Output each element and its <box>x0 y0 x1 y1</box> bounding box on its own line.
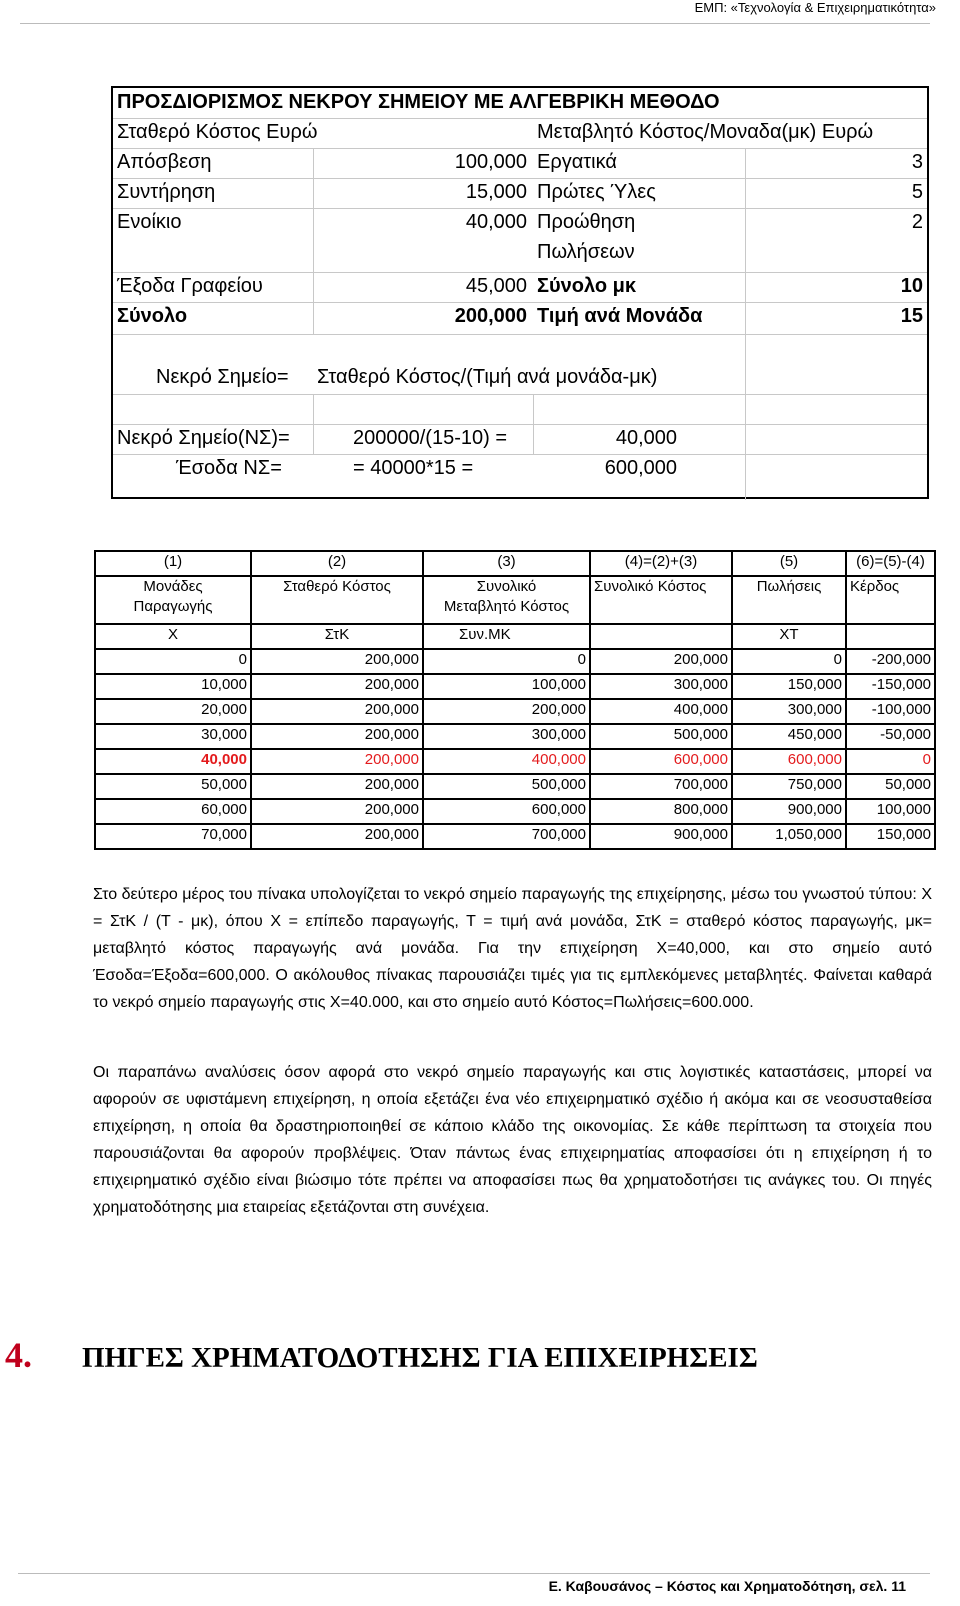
fixed-label: Έξοδα Γραφείου <box>117 275 263 297</box>
table-row <box>95 724 935 749</box>
grid-line <box>113 118 927 119</box>
variable-cost-header: Μεταβλητό Κόστος/Μοναδα(μκ) Ευρώ <box>537 121 874 143</box>
column-number-row <box>95 551 935 576</box>
table-cell: 100,000 <box>423 674 590 699</box>
grid-line <box>113 334 927 335</box>
fixed-label: Ενοίκιο <box>117 211 182 233</box>
column-number: (2) <box>251 551 423 576</box>
grid-line <box>113 272 927 273</box>
table-cell: 700,000 <box>423 824 590 849</box>
table-cell: 200,000 <box>251 674 423 699</box>
table-cell: 150,000 <box>732 674 846 699</box>
variable-value: 3 <box>911 151 923 173</box>
column-number: (1) <box>95 551 251 576</box>
table-row <box>95 799 935 824</box>
grid-line <box>113 148 927 149</box>
table-cell: -150,000 <box>846 674 935 699</box>
column-symbol <box>846 624 935 649</box>
column-name <box>423 576 590 624</box>
variable-label: Εργατικά <box>537 151 617 173</box>
grid-line <box>113 208 927 209</box>
table-body <box>95 649 935 849</box>
column-name: Πωλήσεις <box>732 576 846 624</box>
unit-price-value: 15 <box>900 305 923 327</box>
formula-text: Σταθερό Κόστος/(Τιμή ανά μονάδα-μκ) <box>317 366 658 388</box>
table-cell: 100,000 <box>846 799 935 824</box>
variable-total-value: 10 <box>900 275 923 297</box>
grid-line <box>113 302 927 303</box>
column-number: (3) <box>423 551 590 576</box>
table-cell: 300,000 <box>423 724 590 749</box>
column-number: (6)=(5)-(4) <box>846 551 935 576</box>
column-name: Κέρδος <box>846 576 935 624</box>
table-row <box>95 824 935 849</box>
table-cell: 200,000 <box>251 724 423 749</box>
section-title: ΠΗΓΕΣ ΧΡΗΜΑΤΟΔΟΤΗΣΗΣ ΓΙΑ ΕΠΙΧΕΙΡΗΣΕΙΣ <box>82 1342 758 1374</box>
column-symbol: Χ <box>95 624 251 649</box>
table-row <box>95 649 935 674</box>
table-cell: 200,000 <box>251 799 423 824</box>
table-cell: 70,000 <box>95 824 251 849</box>
table-cell: 300,000 <box>590 674 732 699</box>
revenue-calculation: = 40000*15 = <box>353 457 474 479</box>
table-cell: 1,050,000 <box>732 824 846 849</box>
table-cell: 900,000 <box>732 799 846 824</box>
paragraph-2: Οι παραπάνω αναλύσεις όσον αφορά στο νεκρό σημείο παραγωγής και στις λογιστικές καταστάσεις, μπορεί να αφορούν σε υφιστάμενη επιχείρηση, η οποία εξετάζει ένα νέο επιχειρηματικό σχέδιο ή ακόμα και σε νεοσυσταθείσα επιχείρηση, η οποία θα δραστηριοποιηθεί σε κάποιο κλάδο της οικονομίας. Σε κάθε περίπτωση τα στοιχεία που παρουσιάζονται θα αφορούν προβλέψεις. Όταν πάντως ένας επιχειρηματίας αποφασίσει ότι η επιχείρηση ή το επιχειρηματικό σχέδιο είναι βιώσιμο τότε πρέπει να αποφασίσει πως θα χρηματοδοτήσει τις ανάγκες του. Οι πηγές χρηματοδότησης μια εταιρείας εξετάζονται στη συνέχεια. <box>93 1064 932 1216</box>
column-name-line2: Παραγωγής <box>133 598 213 615</box>
table-cell: 600,000 <box>732 749 846 774</box>
column-symbol: Συν.ΜΚ <box>423 624 590 649</box>
table-cell: 0 <box>846 749 935 774</box>
variable-total-label: Σύνολο μκ <box>537 275 637 297</box>
column-number: (5) <box>732 551 846 576</box>
table-cell: 500,000 <box>423 774 590 799</box>
fixed-total-value: 200,000 <box>454 305 527 327</box>
section-number: 4. <box>5 1335 32 1375</box>
table-cell: 400,000 <box>590 699 732 724</box>
table-cell: -100,000 <box>846 699 935 724</box>
table-cell: 50,000 <box>95 774 251 799</box>
paragraph-1: Στο δεύτερο μέρος του πίνακα υπολογίζεται το νεκρό σημείο παραγωγής της επιχείρησης, μέσω του γνωστού τύπου: Χ = ΣτΚ / (Τ - μκ), όπου Χ = επίπεδο παραγωγής, Τ = τιμή ανά μονάδα, ΣτΚ = σταθερό κόστος παραγωγής, μκ= μεταβλητό κόστος παραγωγής ανά μονάδα. Για την επιχείρηση Χ=40,000, και στο σημείο αυτό Έσοδα=Έξοδα=600,000. Ο ακόλουθος πίνακας παρουσιάζει τιμές για τις εμπλεκόμενες μεταβλητές. Φαίνεται καθαρά το νεκρό σημείο παραγωγής στις Χ=40.000, και στο σημείο αυτό Κόστος=Πωλήσεις=600.000. <box>93 886 932 1011</box>
table-cell: 0 <box>732 649 846 674</box>
revenue-value: 600,000 <box>604 457 677 479</box>
revenue-label: Έσοδα ΝΣ= <box>176 457 282 479</box>
column-number: (4)=(2)+(3) <box>590 551 732 576</box>
grid-line <box>113 178 927 179</box>
page-header: ΕΜΠ: «Τεχνολογία & Επιχειρηματικότητα» <box>694 0 936 15</box>
table-cell: 750,000 <box>732 774 846 799</box>
variable-label: Προώθηση <box>537 211 636 233</box>
column-symbol: ΣτΚ <box>251 624 423 649</box>
grid-line <box>113 394 927 395</box>
grid-line <box>533 394 534 454</box>
grid-line <box>313 394 314 454</box>
column-name-row <box>95 576 935 624</box>
break-even-schedule-table <box>94 550 936 850</box>
column-symbol-row <box>95 624 935 649</box>
table-cell: 20,000 <box>95 699 251 724</box>
fixed-value: 15,000 <box>465 181 527 203</box>
column-symbol <box>590 624 732 649</box>
unit-price-label: Τιμή ανά Μονάδα <box>537 305 703 327</box>
table-cell: 150,000 <box>846 824 935 849</box>
table-cell: 0 <box>423 649 590 674</box>
table-cell: 200,000 <box>423 699 590 724</box>
bep-calculation: 200000/(15-10) = <box>353 427 508 449</box>
grid-line <box>745 334 746 500</box>
column-name-line1: Συνολικό <box>476 578 537 595</box>
header-divider <box>20 23 930 24</box>
column-name: Σταθερό Κόστος <box>251 576 423 624</box>
fixed-value: 40,000 <box>465 211 527 233</box>
column-symbol: ΧΤ <box>732 624 846 649</box>
table-cell: 450,000 <box>732 724 846 749</box>
fixed-cost-header: Σταθερό Κόστος Ευρώ <box>117 121 318 143</box>
table-cell: 10,000 <box>95 674 251 699</box>
table-cell: 600,000 <box>590 749 732 774</box>
table-cell: 500,000 <box>590 724 732 749</box>
variable-value: 5 <box>911 181 923 203</box>
table-cell: 200,000 <box>251 649 423 674</box>
variable-label-line2: Πωλήσεων <box>537 241 635 263</box>
table-cell: 900,000 <box>590 824 732 849</box>
table-title: ΠΡΟΣΔΙΟΡΙΣΜΟΣ ΝΕΚΡΟΥ ΣΗΜΕΙΟΥ ΜΕ ΑΛΓΕΒΡΙΚΗ ΜΕΘΟΔΟ <box>117 91 720 113</box>
table-row <box>95 774 935 799</box>
table-cell: 200,000 <box>251 749 423 774</box>
column-name-line1: Μονάδες <box>143 578 203 595</box>
table-row <box>95 699 935 724</box>
grid-line <box>113 424 927 425</box>
table-cell: 40,000 <box>95 749 251 774</box>
bep-label: Νεκρό Σημείο(ΝΣ)= <box>117 427 290 449</box>
table-cell: 200,000 <box>251 699 423 724</box>
fixed-total-label: Σύνολο <box>117 305 188 327</box>
footer-divider <box>18 1573 930 1574</box>
table-cell: 60,000 <box>95 799 251 824</box>
table-cell: 200,000 <box>251 774 423 799</box>
break-even-algebraic-table <box>111 86 929 499</box>
page-footer: Ε. Καβουσάνος – Κόστος και Χρηματοδότηση, σελ. 11 <box>548 1578 906 1594</box>
table-cell: 400,000 <box>423 749 590 774</box>
table-cell: 300,000 <box>732 699 846 724</box>
table-cell: 200,000 <box>590 649 732 674</box>
table-cell: 50,000 <box>846 774 935 799</box>
grid-line <box>313 148 314 334</box>
fixed-value: 45,000 <box>465 275 527 297</box>
column-name <box>95 576 251 624</box>
column-name: Συνολικό Κόστος <box>590 576 732 624</box>
variable-label: Πρώτες Ύλες <box>537 181 656 203</box>
column-name-line2: Μεταβλητό Κόστος <box>443 598 570 615</box>
table-cell: -50,000 <box>846 724 935 749</box>
fixed-value: 100,000 <box>454 151 527 173</box>
table-cell: 600,000 <box>423 799 590 824</box>
table-cell: 200,000 <box>251 824 423 849</box>
formula-label: Νεκρό Σημείο= <box>156 366 289 388</box>
table-cell: 0 <box>95 649 251 674</box>
table-cell: -200,000 <box>846 649 935 674</box>
table-cell: 700,000 <box>590 774 732 799</box>
grid-line <box>113 454 927 455</box>
fixed-label: Συντήρηση <box>117 181 216 203</box>
variable-value: 2 <box>911 211 923 233</box>
table-cell: 800,000 <box>590 799 732 824</box>
table-cell: 30,000 <box>95 724 251 749</box>
bep-value: 40,000 <box>615 427 677 449</box>
table-row <box>95 674 935 699</box>
grid-line <box>745 148 746 334</box>
section-heading <box>5 1334 758 1376</box>
fixed-label: Απόσβεση <box>117 151 212 173</box>
table-row <box>95 749 935 774</box>
